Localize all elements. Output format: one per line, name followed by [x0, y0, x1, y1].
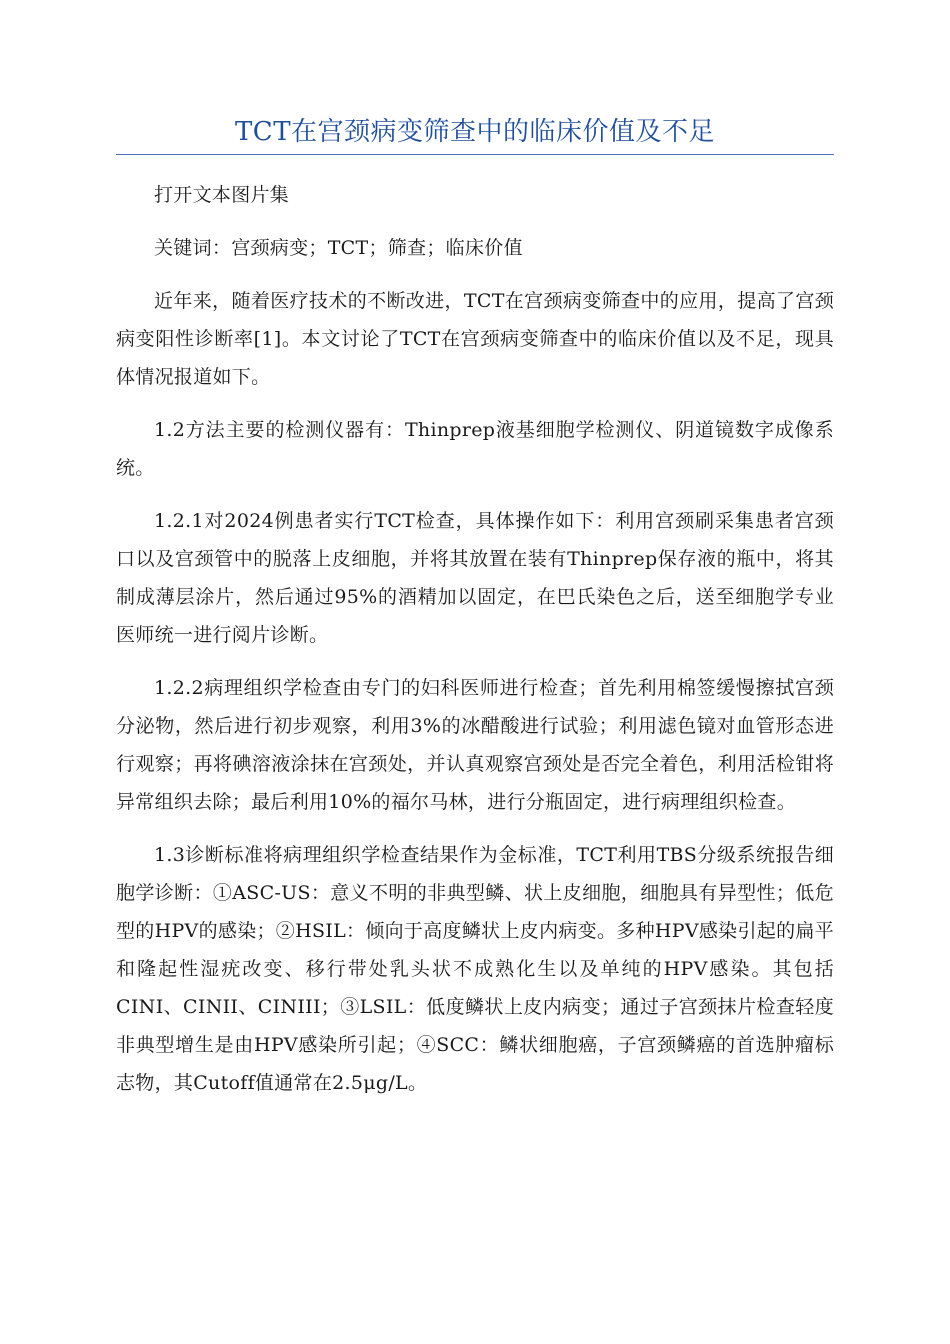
- keywords-paragraph: 关键词：宫颈病变；TCT；筛查；临床价值: [154, 237, 523, 259]
- tct-procedure-paragraph: 1.2.1对2024例患者实行TCT检查，具体操作如下：利用宫颈刷采集患者宫颈口以及宫颈管中的脱落上皮细胞，并将其放置在装有Thinprep保存液的瓶中，将其制成薄层涂片，然后通过95%的酒精加以固定，在巴氏染色之后，送至细胞学专业医师统一进行阅片诊断。: [116, 510, 834, 646]
- page-title: TCT在宫颈病变筛查中的临床价值及不足: [234, 117, 716, 147]
- intro-paragraph: 近年来，随着医疗技术的不断改进，TCT在宫颈病变筛查中的应用，提高了宫颈病变阳性诊断率[1]。本文讨论了TCT在宫颈病变筛查中的临床价值以及不足，现具体情况报道如下。: [116, 290, 834, 388]
- method-paragraph: 1.2方法主要的检测仪器有：Thinprep液基细胞学检测仪、阴道镜数字成像系统。: [116, 419, 834, 479]
- image-collection-link: 打开文本图片集: [154, 184, 290, 206]
- pathology-paragraph: 1.2.2病理组织学检查由专门的妇科医师进行检查；首先利用棉签缓慢擦拭宫颈分泌物，然后进行初步观察，利用3%的冰醋酸进行试验；利用滤色镜对血管形态进行观察；再将碘溶液涂抹在宫颈处，并认真观察宫颈处是否完全着色，利用活检钳将异常组织去除；最后利用10%的福尔马林，进行分瓶固定，进行病理组织检查。: [116, 677, 834, 813]
- document-body: [116, 176, 834, 1117]
- title-underline: [116, 154, 834, 155]
- diagnostic-criteria-paragraph: 1.3诊断标准将病理组织学检查结果作为金标准，TCT利用TBS分级系统报告细胞学诊断：①ASC-US：意义不明的非典型鳞、状上皮细胞，细胞具有异型性；低危型的HPV的感染；②HSIL：倾向于高度鳞状上皮内病变。多种HPV感染引起的扁平和隆起性湿疣改变、移行带处乳头状不成熟化生以及单纯的HPV感染。其包括CINⅠ、CINII、CINIII；③LSIL：低度鳞状上皮内病变；通过子宫颈抹片检查轻度非典型增生是由HPV感染所引起；④SCC：鳞状细胞癌，子宫颈鳞癌的首选肿瘤标志物，其Cutoff值通常在2.5μg/L。: [116, 844, 834, 1094]
